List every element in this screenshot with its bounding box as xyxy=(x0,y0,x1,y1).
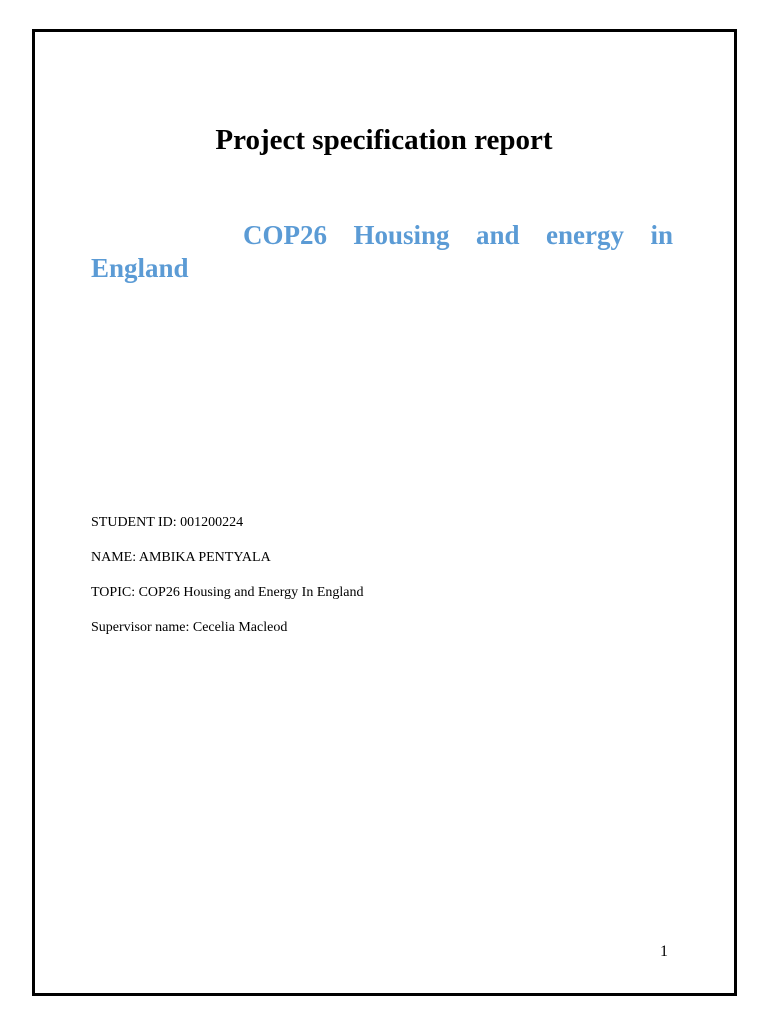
page-border xyxy=(32,29,737,996)
page-title: Project specification report xyxy=(215,124,553,156)
topic: TOPIC: COP26 Housing and Energy In England xyxy=(91,585,364,600)
subtitle-line-2: England xyxy=(91,253,189,283)
student-name: NAME: AMBIKA PENTYALA xyxy=(91,550,271,565)
document-subtitle xyxy=(91,219,673,285)
page-number: 1 xyxy=(660,943,668,960)
subtitle-line-1: COP26 Housing and energy in xyxy=(243,220,673,250)
supervisor-name: Supervisor name: Cecelia Macleod xyxy=(91,620,288,635)
student-id: STUDENT ID: 001200224 xyxy=(91,515,244,530)
